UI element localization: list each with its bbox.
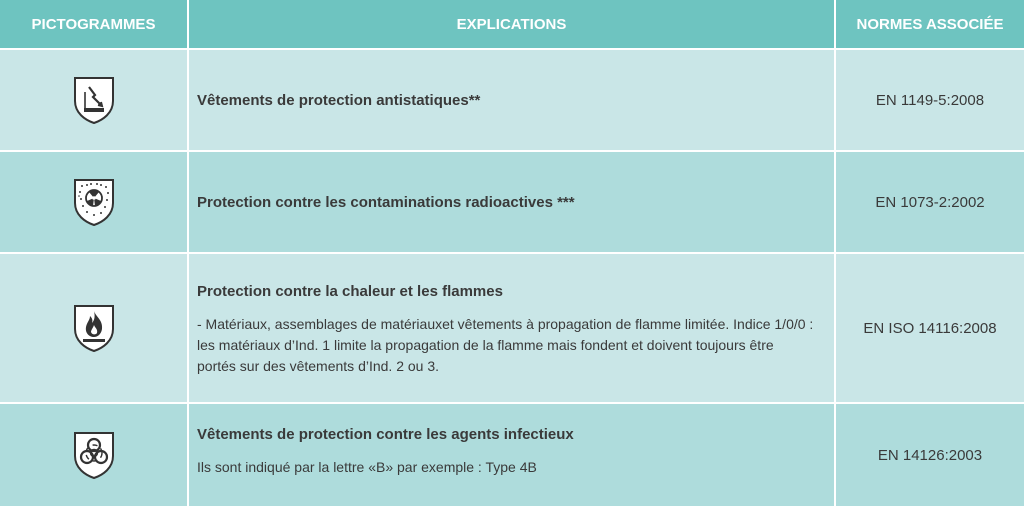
row-1-norm: EN 1149-5:2008: [836, 50, 1024, 150]
row-1-title: Vêtements de protection antistatiques**: [197, 91, 481, 109]
header-explications: EXPLICATIONS: [189, 0, 834, 48]
row-2-title: Protection contre les contaminations radioactives ***: [197, 193, 575, 211]
row-4-description: Ils sont indiqué par la lettre «B» par exemple : Type 4B: [197, 459, 537, 475]
row-4-norm: EN 14126:2003: [836, 404, 1024, 506]
table-row-4-pictogram: [0, 404, 187, 506]
flame-shield-icon: [71, 303, 117, 353]
header-pictogrammes: PICTOGRAMMES: [0, 0, 187, 48]
table-row-2-pictogram: [0, 152, 187, 252]
row-2-norm: EN 1073-2:2002: [836, 152, 1024, 252]
table-row-3-pictogram: [0, 254, 187, 402]
table-row-1-explanation: [189, 50, 834, 150]
row-3-title: Protection contre la chaleur et les flammes: [197, 283, 503, 300]
row-4-title: Vêtements de protection contre les agents infectieux: [197, 426, 574, 443]
antistatic-shield-icon: [71, 75, 117, 125]
table-row-1-pictogram: [0, 50, 187, 150]
row-3-description: - Matériaux, assemblages de matériauxet vêtements à propagation de flamme limitée. Indice 1/0/0 : les matériaux d’Ind. 1 limite la propagation de la flamme mais fondent et doivent toujours être portés sur des vêtements d’Ind. 2 ou 3.: [197, 316, 814, 374]
table-row-4-explanation: [189, 404, 834, 506]
radioactive-contamination-shield-icon: [71, 177, 117, 227]
header-normes: NORMES ASSOCIÉE: [836, 0, 1024, 48]
table-row-3-explanation: [189, 254, 834, 402]
row-3-norm: EN ISO 14116:2008: [836, 254, 1024, 402]
table-row-2-explanation: [189, 152, 834, 252]
biohazard-shield-icon: [71, 430, 117, 480]
